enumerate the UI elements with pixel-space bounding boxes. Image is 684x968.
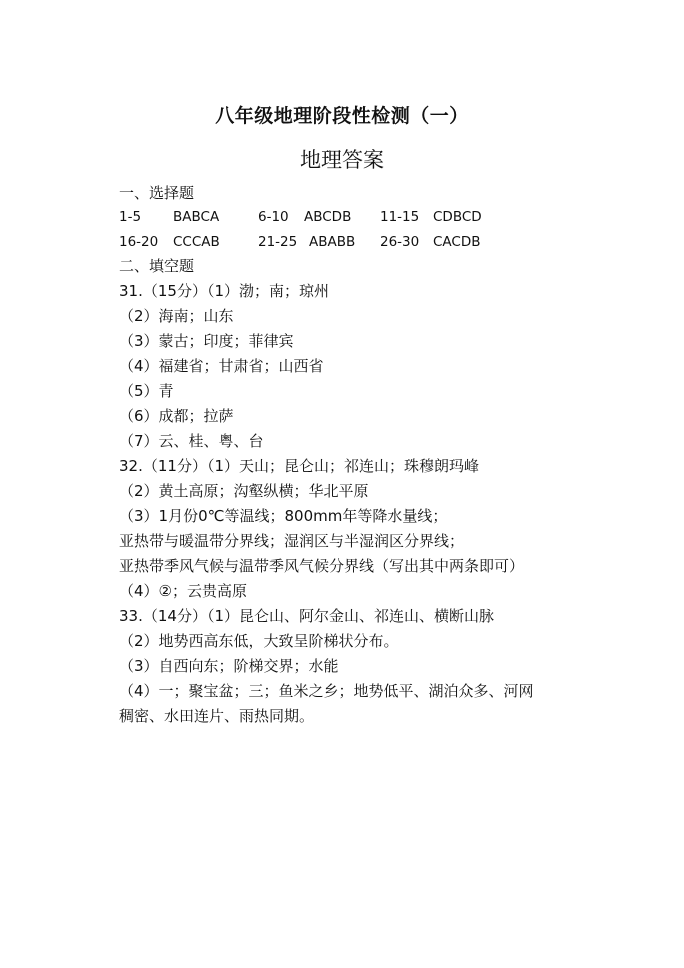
answer-line: （2）海南；山东 [119,307,234,325]
answer-line: （4）一；聚宝盆；三；鱼米之乡；地势低平、湖泊众多、河网 [119,682,534,700]
answer-line: 亚热带与暖温带分界线；湿润区与半湿润区分界线； [119,532,465,550]
answer-key: CDBCD [433,209,482,225]
answer-key: ABCDB [304,209,352,225]
answer-range: 6-10 [258,209,289,225]
answer-line: （5）青 [119,382,174,400]
answer-line: （7）云、桂、粤、台 [119,432,264,450]
answer-line: （3）1月份0℃等温线；800mm年等降水量线； [119,507,448,525]
answer-range: 26-30 [380,234,420,250]
section-heading-fill-blank: 二、填空题 [119,257,195,275]
answer-line-q33: 33.（14分）（1）昆仑山、阿尔金山、祁连山、横断山脉 [119,607,494,625]
answer-range: 11-15 [380,209,420,225]
answer-line: （4）②；云贵高原 [119,582,247,600]
answer-line: 亚热带季风气候与温带季风气候分界线（写出其中两条即可） [119,557,525,575]
answer-line: （2）地势西高东低，大致呈阶梯状分布。 [119,632,399,650]
answer-key: BABCA [173,209,220,225]
answer-line: （3）蒙古；印度；菲律宾 [119,332,294,350]
section-heading-multiple-choice: 一、选择题 [119,184,195,202]
answer-line: （6）成都；拉萨 [119,407,234,425]
answer-range: 1-5 [119,209,142,225]
document-title: 八年级地理阶段性检测（一） [215,105,469,127]
answer-line: （2）黄土高原；沟壑纵横；华北平原 [119,482,369,500]
answer-range: 16-20 [119,234,159,250]
answer-key: CACDB [433,234,481,250]
document-subtitle: 地理答案 [300,148,384,172]
answer-line: （4）福建省；甘肃省；山西省 [119,357,324,375]
answer-key: CCCAB [173,234,220,250]
answer-line: 稠密、水田连片、雨热同期。 [119,707,315,725]
answer-line-q31: 31.（15分）（1）渤；南；琼州 [119,282,329,300]
answer-line-q32: 32.（11分）（1）天山；昆仑山；祁连山；珠穆朗玛峰 [119,457,479,475]
answer-line: （3）自西向东；阶梯交界；水能 [119,657,339,675]
answer-range: 21-25 [258,234,298,250]
answer-key: ABABB [309,234,356,250]
